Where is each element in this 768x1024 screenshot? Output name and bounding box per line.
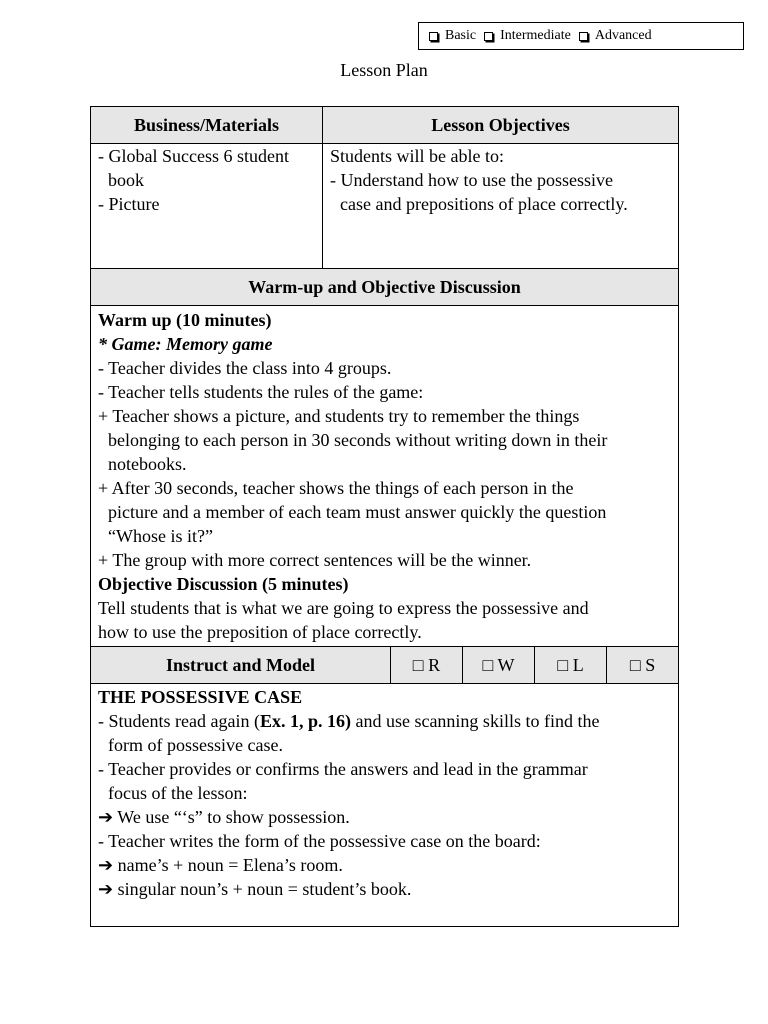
instruct-arrow-text: singular noun’s + noun = student’s book. bbox=[117, 879, 412, 899]
material-item: - Global Success 6 student bbox=[98, 146, 289, 166]
level-advanced-label: Advanced bbox=[594, 28, 652, 43]
objective-discussion-line: Tell students that is what we are going to express the possessive and bbox=[98, 598, 589, 618]
warmup-line: - Teacher tells students the rules of the game: bbox=[98, 382, 424, 402]
skill-r[interactable]: □ R bbox=[391, 647, 463, 684]
warmup-line: + After 30 seconds, teacher shows the things of each person in the bbox=[98, 478, 574, 498]
level-intermediate[interactable] bbox=[484, 28, 571, 44]
level-basic-label: Basic bbox=[445, 28, 477, 43]
instruct-line bbox=[98, 805, 671, 829]
arrow-icon: ➔ bbox=[98, 879, 114, 899]
level-intermediate-label: Intermediate bbox=[500, 28, 571, 43]
warmup-line-cont: notebooks. bbox=[108, 454, 187, 474]
objectives-cell bbox=[323, 144, 679, 269]
skill-w[interactable]: □ W bbox=[463, 647, 535, 684]
level-basic[interactable] bbox=[429, 28, 476, 44]
header-row bbox=[91, 107, 679, 144]
warmup-line-cont: picture and a member of each team must answer quickly the question bbox=[108, 502, 607, 522]
skill-l[interactable]: □ L bbox=[535, 647, 607, 684]
objective-discussion-title: Objective Discussion (5 minutes) bbox=[98, 574, 349, 594]
warmup-header-row bbox=[91, 269, 679, 306]
warmup-title: Warm up (10 minutes) bbox=[98, 310, 272, 330]
instruct-line bbox=[98, 853, 671, 877]
page-title: Lesson Plan bbox=[340, 60, 428, 80]
arrow-icon: ➔ bbox=[98, 855, 114, 875]
warmup-line: - Teacher divides the class into 4 groups. bbox=[98, 358, 392, 378]
checkbox-icon[interactable] bbox=[484, 32, 493, 41]
instruct-header: Instruct and Model bbox=[91, 647, 391, 684]
skill-r-label: R bbox=[428, 654, 441, 675]
level-advanced[interactable] bbox=[579, 28, 652, 44]
skill-l-label: L bbox=[572, 654, 584, 675]
level-selector bbox=[418, 22, 744, 50]
checkbox-icon[interactable] bbox=[429, 32, 438, 41]
instruct-line: - Teacher writes the form of the possessive case on the board: bbox=[98, 831, 541, 851]
lesson-plan-table bbox=[90, 106, 679, 927]
exercise-reference: Ex. 1, p. 16) bbox=[259, 711, 351, 731]
objective-item: - Understand how to use the possessive bbox=[330, 170, 613, 190]
instruct-row bbox=[91, 684, 679, 927]
checkbox-icon[interactable] bbox=[579, 32, 588, 41]
warmup-line: + The group with more correct sentences will be the winner. bbox=[98, 550, 532, 570]
materials-cell bbox=[91, 144, 323, 269]
objectives-intro: Students will be able to: bbox=[330, 146, 504, 166]
possessive-title: THE POSSESSIVE CASE bbox=[98, 687, 303, 707]
instruct-cell bbox=[91, 684, 679, 927]
instruct-line-post: and use scanning skills to find the bbox=[350, 711, 600, 731]
material-item-cont: book bbox=[108, 170, 144, 190]
instruct-arrow-text: We use “‘s” to show possession. bbox=[117, 807, 350, 827]
arrow-icon: ➔ bbox=[98, 807, 114, 827]
instruct-arrow-text: name’s + noun = Elena’s room. bbox=[117, 855, 343, 875]
instruct-line bbox=[98, 877, 671, 901]
instruct-line-cont: form of possessive case. bbox=[108, 735, 283, 755]
instruct-line-cont: focus of the lesson: bbox=[108, 783, 248, 803]
skill-s[interactable]: □ S bbox=[607, 647, 679, 684]
warmup-row bbox=[91, 306, 679, 647]
game-title: * Game: Memory game bbox=[98, 334, 273, 354]
warmup-cell bbox=[91, 306, 679, 647]
instruct-line: - Teacher provides or confirms the answers and lead in the grammar bbox=[98, 759, 588, 779]
objectives-header: Lesson Objectives bbox=[323, 107, 679, 144]
warmup-line: + Teacher shows a picture, and students try to remember the things bbox=[98, 406, 580, 426]
material-item: - Picture bbox=[98, 194, 160, 214]
warmup-line-cont: “Whose is it?” bbox=[108, 526, 213, 546]
objective-discussion-line: how to use the preposition of place correctly. bbox=[98, 622, 422, 642]
instruct-line-pre: - Students read again ( bbox=[98, 711, 260, 731]
materials-header: Business/Materials bbox=[91, 107, 323, 144]
materials-objectives-row bbox=[91, 144, 679, 269]
skill-w-label: W bbox=[497, 654, 515, 675]
skill-s-label: S bbox=[645, 654, 656, 675]
warmup-line-cont: belonging to each person in 30 seconds without writing down in their bbox=[108, 430, 608, 450]
instruct-header-row bbox=[91, 647, 679, 684]
objective-item-cont: case and prepositions of place correctly. bbox=[340, 194, 628, 214]
warmup-header: Warm-up and Objective Discussion bbox=[91, 269, 679, 306]
instruct-line bbox=[98, 709, 671, 733]
